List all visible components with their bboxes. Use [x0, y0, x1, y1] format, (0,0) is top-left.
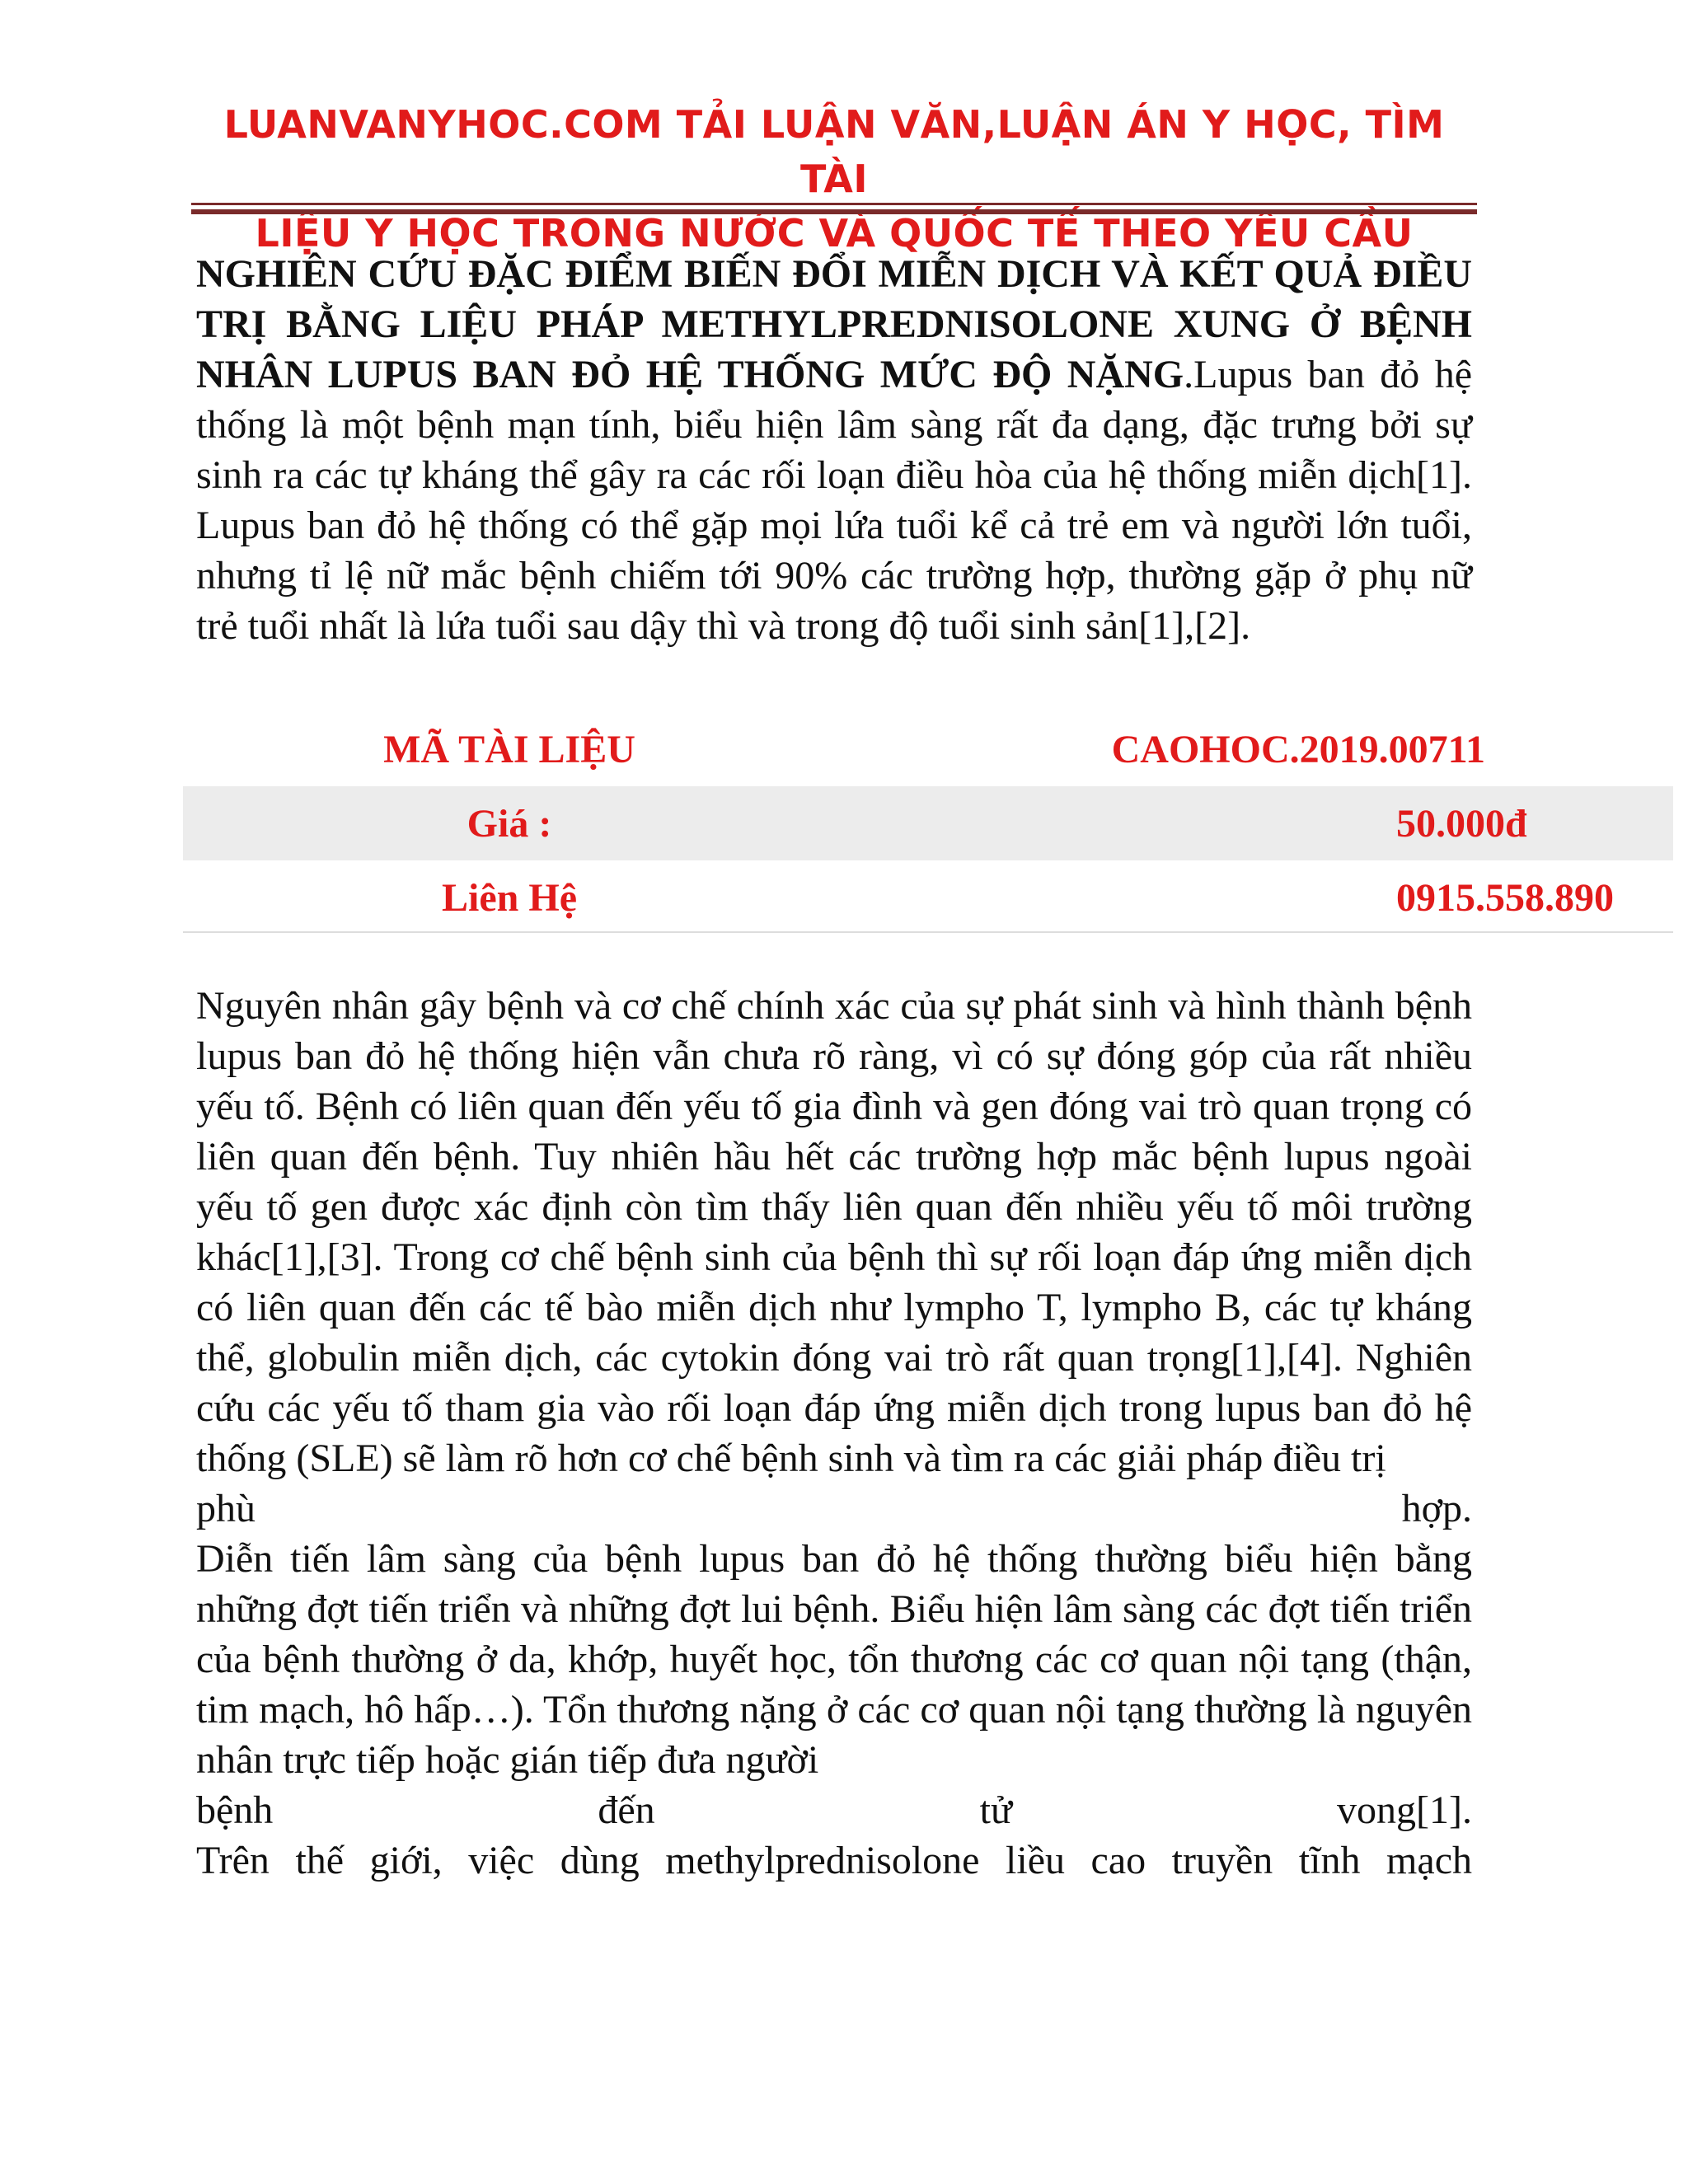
document-info-table [183, 712, 1673, 935]
contact-phone[interactable]: 0915.558.890 [1396, 875, 1614, 920]
price-value: 50.000đ [1396, 801, 1527, 846]
intro-text: .Lupus ban đỏ hệ thống là một bệnh mạn tính, biểu hiện lâm sàng rất đa dạng, đặc trưng bởi sự sinh ra các tự kháng thể gây ra các rối loạn điều hòa của hệ thống miễn dịch[1]. Lupus ban đỏ hệ thống có thể gặp mọi lứa tuổi kể cả trẻ em và người lớn tuổi, nhưng tỉ lệ nữ mắc bệnh chiếm tới 90% các trường hợp, thường gặp ở phụ nữ trẻ tuổi nhất là lứa tuổi sau dậy thì và trong độ tuổi sinh sản[1],[2]. [196, 353, 1473, 648]
document-code-value: CAOHOC.2019.00711 [1111, 727, 1485, 771]
document-code-label: MÃ TÀI LIỆU [383, 727, 635, 771]
site-header-line-1: LUANVANYHOC.COM TẢI LUẬN VĂN,LUẬN ÁN Y HỌC, TÌM TÀI [223, 102, 1445, 201]
header-divider-thin [191, 203, 1477, 205]
site-header [191, 97, 1477, 260]
site-header-line-2: LIỆU Y HỌC TRONG NƯỚC VÀ QUỐC TẾ THEO YÊU CẦU [255, 211, 1414, 255]
body-text [196, 981, 1472, 1886]
thesis-title: NGHIÊN CỨU ĐẶC ĐIỂM BIẾN ĐỔI MIỄN DỊCH VÀ KẾT QUẢ ĐIỀU TRỊ BẰNG LIỆU PHÁP METHYLPREDNISOLONE XUNG Ở BỆNH NHÂN LUPUS BAN ĐỎ HỆ THỐNG MỨC ĐỘ NẶNG [196, 252, 1472, 396]
document-code-row [183, 712, 1673, 786]
paragraph-2-end: bệnh đến tử vong[1]. [196, 1788, 1472, 1832]
paragraph-1: Nguyên nhân gây bệnh và cơ chế chính xác của sự phát sinh và hình thành bệnh lupus ban đỏ hệ thống hiện vẫn chưa rõ ràng, vì có sự đóng góp của rất nhiều yếu tố. Bệnh có liên quan đến yếu tố gia đình và gen đóng vai trò quan trọng có liên quan đến bệnh. Tuy nhiên hầu hết các trường hợp mắc bệnh lupus ngoài yếu tố gen được xác định còn tìm thấy liên quan đến nhiều yếu tố môi trường khác[1],[3]. Trong cơ chế bệnh sinh của bệnh thì sự rối loạn đáp ứng miễn dịch có liên quan đến các tế bào miễn dịch như lympho T, lympho B, các tự kháng thể, globulin miễn dịch, các cytokin đóng vai trò rất quan trọng[1],[4]. Nghiên cứu các yếu tố tham gia vào rối loạn đáp ứng miễn dịch trong lupus ban đỏ hệ thống (SLE) sẽ làm rõ hơn cơ chế bệnh sinh và tìm ra các giải pháp điều trị [196, 984, 1472, 1480]
intro-paragraph [196, 249, 1472, 651]
paragraph-1-end: phù hợp. [196, 1487, 1472, 1530]
price-label: Giá : [467, 801, 552, 846]
contact-label: Liên Hệ [442, 875, 577, 920]
price-row [183, 786, 1673, 860]
header-divider-thick [191, 209, 1477, 214]
contact-row [183, 860, 1673, 935]
paragraph-3: Trên thế giới, việc dùng methylprednisolone liều cao truyền tĩnh mạch [196, 1839, 1472, 1882]
paragraph-2: Diễn tiến lâm sàng của bệnh lupus ban đỏ hệ thống thường biểu hiện bằng những đợt tiến triển và những đợt lui bệnh. Biểu hiện lâm sàng các đợt tiến triển của bệnh thường ở da, khớp, huyết học, tổn thương các cơ quan nội tạng (thận, tim mạch, hô hấp…). Tổn thương nặng ở các cơ quan nội tạng thường là nguyên nhân trực tiếp hoặc gián tiếp đưa người [196, 1537, 1472, 1782]
table-bottom-border [183, 931, 1673, 933]
